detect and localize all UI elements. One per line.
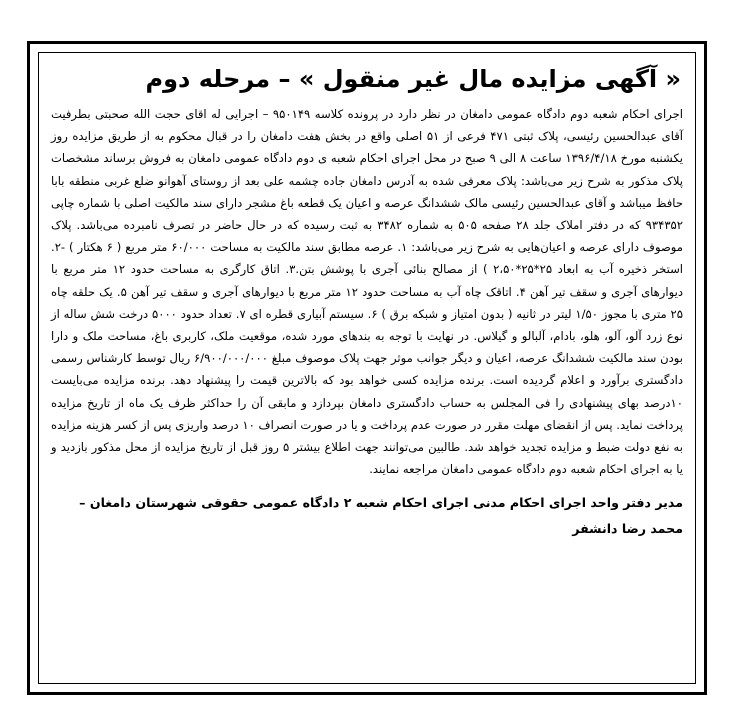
signature-title-line: مدیر دفتر واحد اجرای احکام مدنی اجرای احکام شعبه ۲ دادگاه عمومی حقوقی شهرستان دامغان – [79, 495, 683, 511]
notice-inner-frame [38, 52, 696, 684]
notice-signature [51, 490, 683, 542]
signature-name-line: محمد رضا دانشفر [572, 521, 683, 537]
notice-outer-frame [27, 41, 707, 695]
notice-body: اجرای احکام شعبه دوم دادگاه عمومی دامغان در نظر دارد در پرونده کلاسه ۹۵۰۱۴۹ – اجرایی له اقای حجت الله صحبتی بطرفیت آقای عبدالحسین رئیسی، پلاک ثبتی ۴۷۱ فرعی از ۵۱ اصلی واقع در بخش هفت دامغان را در قبال محکوم به از طریق مزایده روز یکشنبه مورخ ۱۳۹۶/۴/۱۸ ساعت ۸ الی ۹ صبح در محل اجرای احکام شعبه ی دوم دادگاه عمومی دامغان به فروش برساند مشخصات پلاک مذکور به شرح زیر می‌باشد: پلاک معرفی شده به آدرس دامغان جاده چشمه علی بعد از روستای آهوانو ضلع غربی منطقه بابا حافظ میباشد و آقای عبدالحسین رئیسی مالک ششدانگ عرصه و اعیان یک قطعه باغ مشجر دارای سند مالکیت اصلی با شماره چاپی ۹۳۴۳۵۲ که در دفتر املاک جلد ۲۸ صفحه ۵۰۵ به شماره ۳۴۸۲ به ثبت رسیده که در حال حاضر در تصرف نامبرده می‌باشد. پلاک موصوف دارای عرصه و اعیان‌هایی به شرح زیر می‌باشد: ۱. عرصه مطابق سند مالکیت به مساحت ۶۰/۰۰۰ متر مربع ( ۶ هکتار ) -۲. استخر ذخیره آب به ابعاد ۲۵*۲۵*۲،۵۰ ) از مصالح بنائی آجری با پوشش بتن.۳. اتاق کارگری به مساحت حدود ۱۲ متر مربع با دیوارهای آجری و سقف تیر آهن ۴. اتاقک چاه آب به مساحت حدود ۱۲ متر مربع با دیوارهای آجری و سقف تیر آهن ۵. یک حلقه چاه ۲۵ متری با مجوز ۱/۵۰ لیتر در ثانیه ( بدون امتیاز و شبکه برق ) ۶. سیستم آبیاری قطره ای ۷. تعداد حدود ۵۰۰۰ درخت شش ساله از نوع زرد آلو، آلو، هلو، بادام، آلبالو و گیلاس. در نهایت با توجه به بندهای مورد شده، موقعیت ملک، کاربری باغ، مساحت ملک و دارا بودن سند مالکیت ششدانگ عرصه، اعیان و دیگر جوانب موثر جهت پلاک موصوف مبلغ ۶/۹۰۰/۰۰۰/۰۰۰ ریال توسط کارشناس رسمی دادگستری برآورد و اعلام گردیده است. برنده مزایده کسی خواهد بود که بالاترین قیمت را پیشنهاد دهد. برنده مزایده می‌بایست ۱۰درصد بهای پیشنهادی را فی المجلس به حساب دادگستری دامغان بپردازد و مابقی آن را حداکثر ظرف یک ماه از تاریخ مزایده پرداخت نماید. پس از انقضای مهلت مقرر در صورت عدم پرداخت و یا در صورت انصراف ۱۰ درصد واریزی پس از کسر هزینه مزایده به نفع دولت ضبط و مزایده تجدید خواهد شد. طالبین می‌توانند جهت اطلاع بیشتر ۵ روز قبل از تاریخ مزایده از محل مذکور بازدید و یا به اجرای احکام شعبه دوم دادگاه عمومی دامغان مراجعه نمایند. [51, 107, 684, 477]
notice-title: « آگهی مزایده مال غیر منقول » – مرحله دوم [145, 65, 681, 93]
